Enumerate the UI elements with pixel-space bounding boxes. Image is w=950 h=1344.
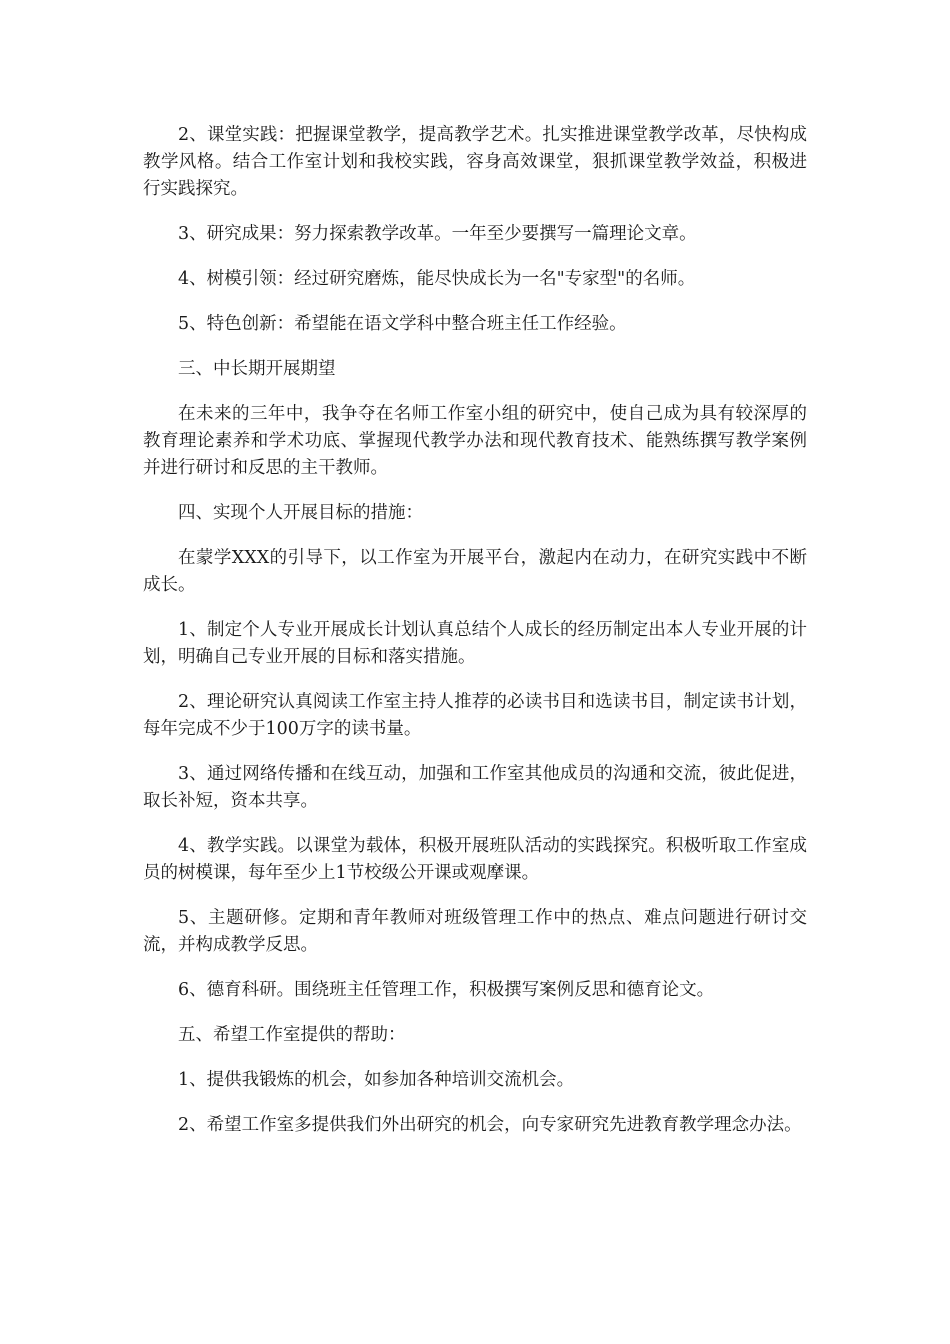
paragraph-guidance: 在蒙学XXX的引导下，以工作室为开展平台，激起内在动力，在研究实践中不断成长。 xyxy=(143,548,807,595)
paragraph-three-year-plan: 在未来的三年中，我争夺在名师工作室小组的研究中，使自己成为具有较深厚的教育理论素养和学术功底、掌握现代教学办法和现代教育技术、能熟练撰写教学案例并进行研讨和反思的主干教师。 xyxy=(143,404,807,478)
section-heading-long-term: 三、中长期开展期望 xyxy=(178,359,336,379)
document-body xyxy=(143,122,807,1157)
paragraph-feature-innovation: 5、特色创新：希望能在语文学科中整合班主任工作经验。 xyxy=(178,314,627,334)
paragraph-measure-1: 1、制定个人专业开展成长计划认真总结个人成长的经历制定出本人专业开展的计划，明确自己专业开展的目标和落实措施。 xyxy=(143,620,807,667)
paragraph-measure-6: 6、德育科研。围绕班主任管理工作，积极撰写案例反思和德育论文。 xyxy=(178,980,715,1000)
paragraph-measure-5: 5、主题研修。定期和青年教师对班级管理工作中的热点、难点问题进行研讨交流，并构成教学反思。 xyxy=(143,908,807,955)
paragraph-research-results: 3、研究成果：努力探索教学改革。一年至少要撰写一篇理论文章。 xyxy=(178,224,697,244)
section-heading-help: 五、希望工作室提供的帮助： xyxy=(178,1025,406,1045)
paragraph-help-2: 2、希望工作室多提供我们外出研究的机会，向专家研究先进教育教学理念办法。 xyxy=(178,1115,802,1135)
paragraph-help-1: 1、提供我锻炼的机会，如参加各种培训交流机会。 xyxy=(178,1070,575,1090)
paragraph-model-leadership: 4、树模引领：经过研究磨炼，能尽快成长为一名"专家型"的名师。 xyxy=(178,269,696,289)
paragraph-measure-4: 4、教学实践。以课堂为载体，积极开展班队活动的实践探究。积极听取工作室成员的树模课，每年至少上1节校级公开课或观摩课。 xyxy=(143,836,807,883)
paragraph-measure-3: 3、通过网络传播和在线互动，加强和工作室其他成员的沟通和交流，彼此促进，取长补短，资本共享。 xyxy=(143,764,807,811)
paragraph-classroom-practice: 2、课堂实践：把握课堂教学，提高教学艺术。扎实推进课堂教学改革，尽快构成教学风格。结合工作室计划和我校实践，容身高效课堂，狠抓课堂教学效益，积极进行实践探究。 xyxy=(143,125,807,199)
section-heading-measures: 四、实现个人开展目标的措施： xyxy=(178,503,423,523)
paragraph-measure-2: 2、理论研究认真阅读工作室主持人推荐的必读书目和选读书目，制定读书计划，每年完成不少于100万字的读书量。 xyxy=(143,692,807,739)
